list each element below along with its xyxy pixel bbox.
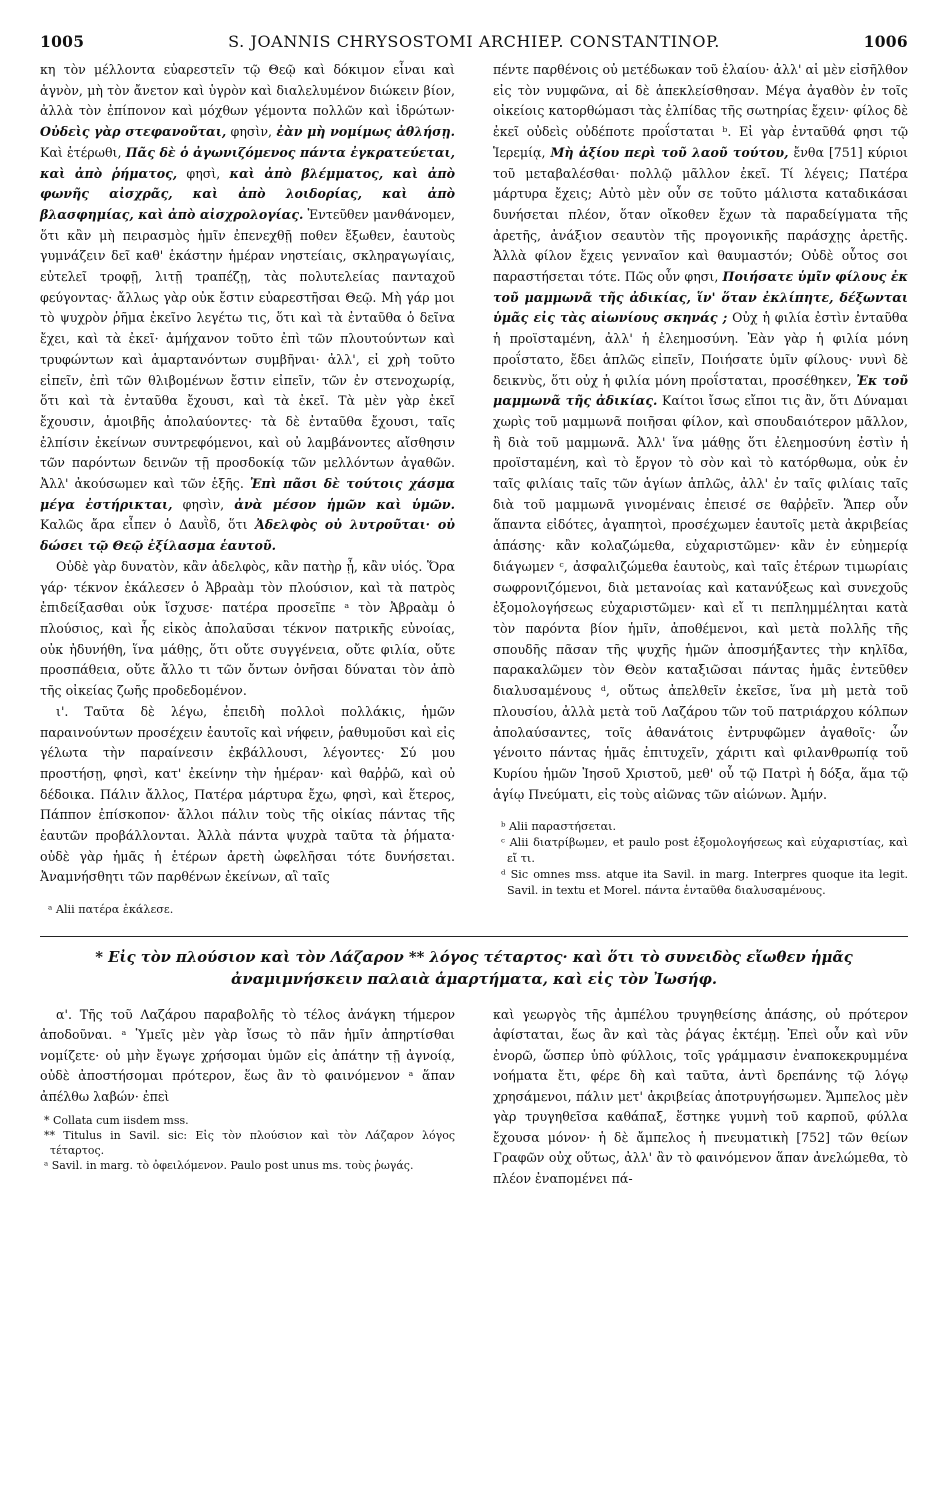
footnote-b: ᵇ Alii παραστήσεται.	[501, 820, 617, 834]
footnote-c: ᶜ Alii διατρίβωμεν, et paulo post ἐξομολογήσεως καὶ εὐχαριστίας, καὶ εἴ τι.	[501, 836, 908, 865]
homily-right-column	[493, 1005, 908, 1190]
homily-title: * Εἰς τὸν πλούσιον καὶ τὸν Λάζαρον ** λόγος τέταρτος· καὶ ὅτι τὸ συνειδὸς εἴωθεν ἡμᾶς ἀναμιμνήσκειν παλαιὰ ἁμαρτήματα, καὶ εἰς τὸν Ἰωσήφ.	[95, 948, 853, 988]
quote: Πᾶς δὲ ὁ ἀγωνιζόμενος πάντα ἐγκρατεύεται, καὶ ἀπὸ ῥήματος,	[40, 144, 455, 181]
quote: Μὴ ἀξίου περὶ τοῦ λαοῦ τούτου,	[550, 144, 789, 160]
left-paragraph-2: Οὐδὲ γὰρ δυνατὸν, κἂν ἀδελφὸς, κἂν πατὴρ ᾖ, κἂν υἱός. Ὅρα γάρ· τέκνον ἐκάλεσεν ὁ Ἀβραὰμ τὸν πλούσιον, καὶ τὰ πατρὸς ἐπιδείξασθαι οὐκ ἴσχυσε· πατέρα προσεῖπε ᵃ τὸν Ἀβραὰμ ὁ πλούσιος, καὶ ἧς εἰκὸς ἀπολαῦσαι τέκνον πατρικῆς εὐνοίας, οὐκ ἠδυνήθη, ἵνα μάθῃς, ὅτι οὔτε συγγένεια, οὔτε φιλία, οὔτε προσπάθεια, οὔτε ἄλλο τι τῶν ὄντων ὀνῆσαι δύναται τὸν ἀπὸ τῆς οἰκείας ζωῆς προδεδομένον.	[40, 558, 455, 699]
left-column	[40, 60, 455, 918]
section-divider	[40, 936, 908, 937]
homily-left-text: α'. Τῆς τοῦ Λαζάρου παραβολῆς τὸ τέλος ἀνάγκη τήμερον ἀποδοῦναι. ᵃ Ὑμεῖς μὲν γὰρ ἴσως τὸ πᾶν ἡμῖν ἀπηρτίσθαι νομίζετε· οὐ μὴν ἔγωγε χρήσομαι ὑμῶν εἰς ἀπάτην τῇ ἀγνοίᾳ, οὐδὲ ἀποστήσομαι πρότερον, ἕως ἂν τὸ φαινόμενον ᵃ ἅπαν ἀπέλθω λαβών· ἐπεὶ	[40, 1006, 455, 1104]
left-paragraph-3: ι'. Ταῦτα δὲ λέγω, ἐπειδὴ πολλοὶ πολλάκις, ἡμῶν παραινούντων προσέχειν ἑαυτοῖς καὶ νήφειν, ῥαθυμοῦσι καὶ εἰς γέλωτα τὴν παραίνεσιν ἐκβάλλουσι, λέγοντες· Σύ μου προστήσῃ, φησὶ, κατ' ἐκείνην τὴν ἡμέραν· καὶ θαῤῥῶ, καὶ οὐ δέδοικα. Πάλιν ἄλλος, Πατέρα μάρτυρα ἔχω, φησὶ, καὶ ἕτερος, Πάππον ἐπίσκοπον· ἄλλοι πάλιν τοὺς τῆς οἰκίας πάντας τῆς ἑαυτῶν προβάλλονται. Ἀλλὰ πάντα ψυχρὰ ταῦτα τὰ ῥήματα· οὐδὲ γὰρ ἡμᾶς ἡ ἑτέρων ἀρετὴ ὠφελῆσαι τότε δυνήσεται. Ἀναμνήσθητι τῶν παρθένων ἐκείνων, αἳ ταῖς	[40, 703, 455, 885]
running-header	[40, 32, 908, 58]
footnote-double-star: ** Titulus in Savil. sic: Εἰς τὸν πλούσιον καὶ τὸν Λάζαρον λόγος τέταρτος.	[44, 1129, 455, 1158]
right-paragraph-1: πέντε παρθένοις οὐ μετέδωκαν τοῦ ἐλαίου· ἀλλ' αἱ μὲν εἰσῆλθον εἰς τὸν νυμφῶνα, αἱ δὲ ἀπεκλείσθησαν. Μέγα ἀγαθὸν ἐν τοῖς οἰκείοις κατορθώμασι τὰς ἐλπίδας τῆς σωτηρίας ἔχειν· φίλος δὲ ἐκεῖ οὐδεὶς οὐδέποτε προΐσταται ᵇ. Εἰ γὰρ ἐνταῦθά φησι τῷ Ἱερεμίᾳ, Μὴ ἀξίου περὶ τοῦ λαοῦ τούτου, ἔνθα [751] κύριοι τοῦ μεταβαλέσθαι· πολλῷ μᾶλλον ἐκεῖ. Τί λέγεις; Πατέρα μάρτυρα ἔχεις; Αὐτὸ μὲν οὖν σε τοῦτο μάλιστα καταδικάσαι δυνήσεται πλέον, ὅταν οἴκοθεν ἔχων τὰ παραδείγματα τῆς ἀρετῆς, ἀνάξιον σεαυτὸν τῆς προγονικῆς παράσχῃς ἀρετῆς. Ἀλλὰ φίλον ἔχεις γενναῖον καὶ θαυμαστόν; Οὐδὲ οὗτος σοι παραστήσεται τότε. Πῶς οὖν φησι, Ποιήσατε ὑμῖν φίλους ἐκ τοῦ μαμμωνᾶ τῆς ἀδικίας, ἵν' ὅταν ἐκλίπητε, δέξωνται ὑμᾶς εἰς τὰς αἰωνίους σκηνάς ; Οὐχ ἡ φιλία ἐστὶν ἐνταῦθα ἡ προϊσταμένη, ἀλλ' ἡ ἐλεημοσύνη. Ἐὰν γὰρ ἡ φιλία μόνη προΐστατο, ἔδει ἁπλῶς εἰπεῖν, Ποιήσατε ὑμῖν φίλους· νυνὶ δὲ δεικνὺς, ὅτι οὐχ ἡ φιλία μόνη προΐσταται, προσέθηκεν, Ἐκ τοῦ μαμμωνᾶ τῆς ἀδικίας. Καίτοι ἴσως εἴποι τις ἂν, ὅτι Δύναμαι χωρὶς τοῦ μαμμωνᾶ ποιῆσαι φίλον, καὶ σπουδαιότερον μᾶλλον, ἢ διὰ τοῦ μαμμωνᾶ. Ἀλλ' ἵνα μάθῃς ὅτι ἐλεημοσύνη ἐστὶν ἡ προϊσταμένη, καὶ τὸ ἔργον τὸ σὸν καὶ τὸ κατόρθωμα, οὐκ ἐν ταῖς φιλίαις ταῖς τῶν ἁγίων ἁπλῶς, ἀλλ' ἐν ταῖς φιλίαις ταῖς διὰ τοῦ μαμμωνᾶ γινομέναις ἐπεισέ σε θαῤῥεῖν. Ἅπερ οὖν ἅπαντα εἰδότες, ἀγαπητοὶ, προσέχωμεν ἑαυτοῖς μετὰ ἀκριβείας ἁπάσης· κἂν κολαζώμεθα, εὐχαριστῶμεν· κἂν ἐν εὐημερίᾳ διάγωμεν ᶜ, ἀσφαλιζώμεθα ἑαυτοὺς, καὶ ταῖς ἑτέρων τιμωρίαις σωφρονιζόμενοι, διὰ μετανοίας καὶ κατανύξεως καὶ συνεχοῦς ἐξομολογήσεως εὐχαριστῶμεν· καὶ εἴ τι πεπλημμέληται κατὰ τὸν παρόντα βίον ἡμῖν, ἀποθέμενοι, καὶ μετὰ πολλῆς τῆς σπουδῆς πᾶσαν τῆς ψυχῆς ἡμῶν ἀποσμήξαντες τὴν κηλῖδα, παρακαλῶμεν τὸν Θεὸν καταξιῶσαι πάντας ἡμᾶς ἐντεῦθεν διαλυσαμένους ᵈ, οὕτως ἀπελθεῖν ἐκεῖσε, ἵνα μὴ μετὰ τοῦ πλουσίου, ἀλλὰ μετὰ τοῦ Λαζάρου τῶν τοῦ πατριάρχου κόλπων ἀπολαύσαντες, τοῖς ἀθανάτοις ἐντρυφῶμεν ἀγαθοῖς· ὧν γένοιτο πάντας ἡμᾶς ἐπιτυχεῖν, χάριτι καὶ φιλανθρωπίᾳ τοῦ Κυρίου ἡμῶν Ἰησοῦ Χριστοῦ, μεθ' οὗ τῷ Πατρὶ ἡ δόξα, ἅμα τῷ ἁγίῳ Πνεύματι, εἰς τοὺς αἰῶνας τῶν αἰώνων. Ἀμήν.	[493, 62, 909, 802]
page-number-right: 1006	[863, 32, 908, 51]
quote: Ἐκ τοῦ μαμμωνᾶ τῆς ἀδικίας.	[493, 372, 908, 409]
footnote-a-homily: ᵃ Savil. in marg. τὸ ὀφειλόμενον. Paulo post unus ms. τοὺς ῥωγάς.	[44, 1159, 414, 1173]
footnote-d: ᵈ Sic omnes mss. atque ita Savil. in marg. Interpres quoque ita legit. Savil. in textu et Morel. πάντα ἐνταῦθα διαλυσαμένους.	[501, 867, 908, 897]
quote: Ἐπὶ πᾶσι δὲ τούτοις χάσμα μέγα ἐστήρικται,	[40, 476, 455, 512]
right-column	[493, 60, 908, 918]
upper-columns	[40, 60, 908, 918]
quote: Ἀδελφὸς οὐ λυτροῦται· οὐ δώσει τῷ Θεῷ ἐξίλασμα ἑαυτοῦ.	[40, 517, 455, 554]
footnote-a: ᵃ Alii πατέρα ἐκάλεσε.	[48, 903, 174, 917]
homily-right-text: καὶ γεωργὸς τῆς ἀμπέλου τρυγηθείσης ἁπάσης, οὐ πρότερον ἀφίσταται, ἕως ἂν καὶ τὰς ῥάγας ἐκτέμῃ. Ἐπεὶ οὖν καὶ νῦν ἐνορῶ, ὥσπερ ὑπὸ φύλλοις, τοῖς γράμμασιν ἐναποκεκρυμμένα νοήματα ἔτι, φέρε δὴ καὶ ταῦτα, ἀντὶ δρεπάνης τῷ λόγῳ χρησάμενοι, πάλιν μετ' ἀκριβείας ἀποτρυγήσωμεν. Ἄμπελος μὲν γὰρ τρυγηθεῖσα καθάπαξ, ἕστηκε γυμνὴ τοῦ καρποῦ, φύλλα ἔχουσα μόνον· ἡ δὲ ἄμπελος ἡ πνευματικὴ [752] τῶν θείων Γραφῶν οὐχ οὕτως, ἀλλ' ἂν τὸ φαινόμενον ἅπαν ἀνελώμεθα, τὸ πλέον ἐναπομένει πά-	[493, 1006, 908, 1186]
page-number-left: 1005	[40, 32, 85, 51]
homily-left-column	[40, 1005, 455, 1190]
homily-footnotes	[40, 1113, 455, 1173]
quote: Οὐδεὶς γὰρ στεφανοῦται,	[40, 124, 227, 140]
left-footnotes	[40, 902, 455, 918]
right-footnotes	[493, 819, 908, 898]
lower-columns	[40, 1005, 908, 1190]
quote: Ποιήσατε ὑμῖν φίλους ἐκ τοῦ μαμμωνᾶ τῆς ἀδικίας, ἵν' ὅταν ἐκλίπητε, δέξωνται ὑμᾶς εἰς τὰς αἰωνίους σκηνάς ;	[493, 269, 908, 326]
left-paragraph-1: κη τὸν μέλλοντα εὐαρεστεῖν τῷ Θεῷ καὶ δόκιμον εἶναι καὶ ἁγνὸν, μὴ τὸν ἄνετον καὶ ὑγρὸν καὶ διαλελυμένον διώκειν βίον, ἀλλὰ τὸν ἐπίπονον καὶ μόχθων γέμοντα πολλῶν καὶ ἱδρώτων· Οὐδεὶς γὰρ στεφανοῦται, φησὶν, ἐὰν μὴ νομίμως ἀθλήσῃ. Καὶ ἑτέρωθι, Πᾶς δὲ ὁ ἀγωνιζόμενος πάντα ἐγκρατεύεται, καὶ ἀπὸ ῥήματος, φησὶ, καὶ ἀπὸ βλέμματος, καὶ ἀπὸ φωνῆς αἰσχρᾶς, καὶ ἀπὸ λοιδορίας, καὶ ἀπὸ βλασφημίας, καὶ ἀπὸ αἰσχρολογίας. Ἐντεῦθεν μανθάνομεν, ὅτι κἂν μὴ πειρασμὸς ἡμῖν ἐπενεχθῇ ποθεν ἔξωθεν, ἑαυτοὺς γυμνάζειν δεῖ καθ' ἑκάστην ἡμέραν νηστείαις, σκληραγωγίαις, εὐτελεῖ τροφῇ, λιτῇ τραπέζῃ, τὰς πολυτελείας πανταχοῦ φεύγοντας· ἄλλως γὰρ οὐκ ἔστιν εὐαρεστῆσαι Θεῷ. Μὴ γάρ μοι τὸ ψυχρὸν ῥῆμα ἐκεῖνο λεγέτω τις, ὅτι καὶ τὰ ἐνταῦθα ὁ δεῖνα ἔχει, καὶ τὰ ἐκεῖ· ἀμήχανον τοῦτο ἐπὶ τῶν πλουτούντων καὶ τρυφώντων καὶ ἁμαρτανόντων συμβῆναι· ἀλλ', εἰ χρὴ τοῦτο εἰπεῖν, ἐπὶ τῶν θλιβομένων ἔστιν εἰπεῖν, τῶν ἐν στενοχωρίᾳ, ὅτι καὶ τὰ ἐνταῦθα ἔχουσι, καὶ τὰ ἐκεῖ. Τὰ μὲν γὰρ ἐκεῖ ἔχουσιν, ἀμοιβῆς ἀπολαύοντες· τὰ δὲ ἐνταῦθα ἔχουσι, ταῖς ἐλπίσιν ἐκείνων συντρεφόμενοι, καὶ οὐ λαμβάνοντες αἴσθησιν τῶν παρόντων δεινῶν τῇ προσδοκίᾳ τῶν μελλόντων ἀγαθῶν. Ἀλλ' ἀκούσωμεν καὶ τῶν ἑξῆς. Ἐπὶ πᾶσι δὲ τούτοις χάσμα μέγα ἐστήρικται, φησὶν, ἀνὰ μέσον ἡμῶν καὶ ὑμῶν. Καλῶς ἄρα εἶπεν ὁ Δαυῒδ, ὅτι Ἀδελφὸς οὐ λυτροῦται· οὐ δώσει τῷ Θεῷ ἐξίλασμα ἑαυτοῦ.	[40, 62, 455, 554]
quote: καὶ ἀπὸ βλέμματος, καὶ ἀπὸ φωνῆς αἰσχρᾶς, καὶ ἀπὸ λοιδορίας, καὶ ἀπὸ βλασφημίας, καὶ ἀπὸ αἰσχρολογίας.	[40, 165, 455, 222]
quote: ἐὰν μὴ νομίμως ἀθλήσῃ.	[276, 124, 455, 140]
running-title: S. JOANNIS CHRYSOSTOMI ARCHIEP. CONSTANTINOP.	[228, 32, 720, 51]
footnote-star: * Collata cum iisdem mss.	[44, 1114, 189, 1128]
quote: ἀνὰ μέσον ἡμῶν καὶ ὑμῶν.	[234, 496, 455, 512]
